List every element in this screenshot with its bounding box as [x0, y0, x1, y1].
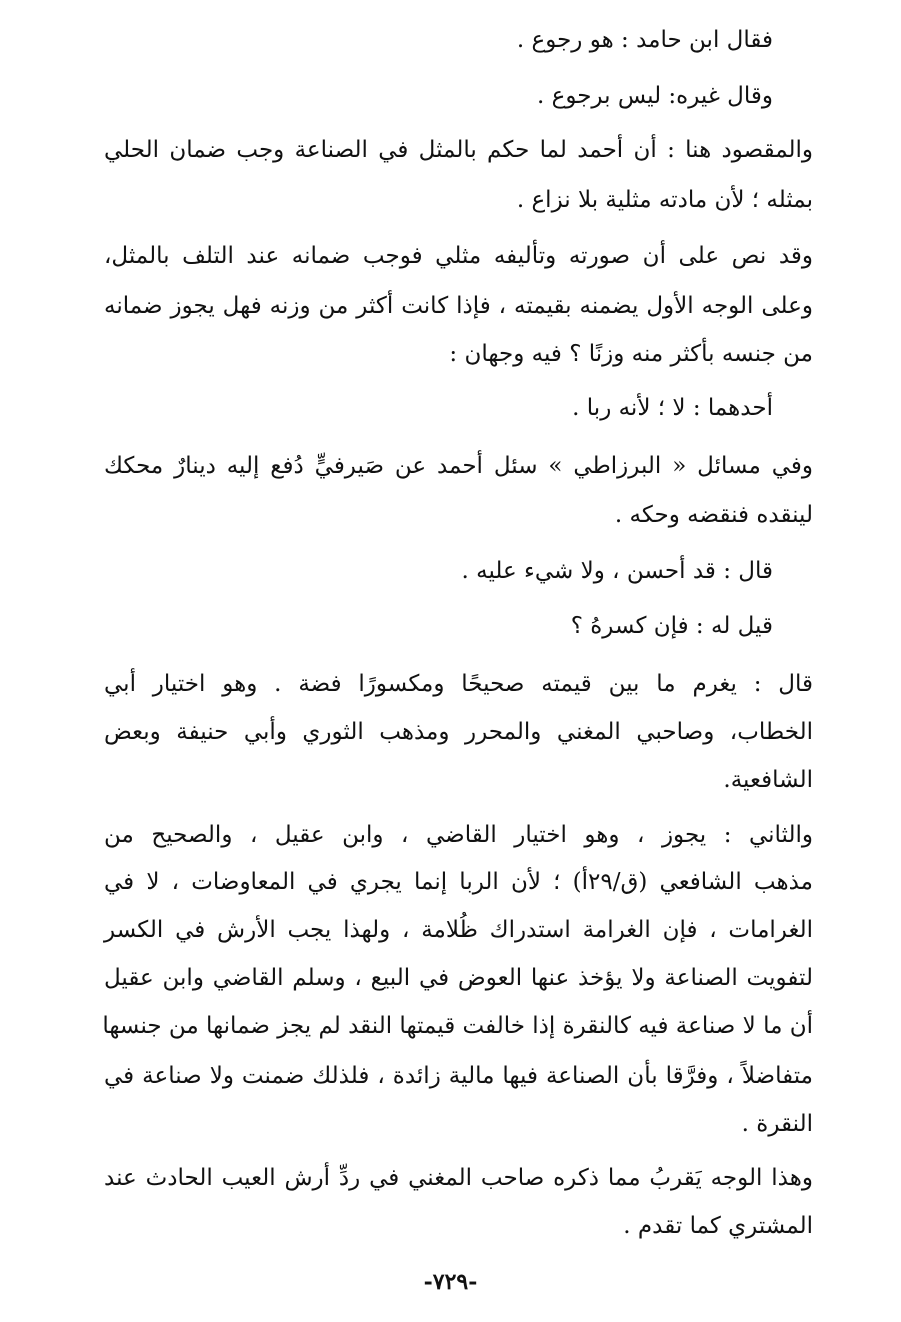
text-line: قال : يغرم ما بين قيمته صحيحًا ومكسورًا فضة . وهو اختيار أبي: [104, 671, 813, 697]
text-line: فقال ابن حامد : هو رجوع .: [516, 27, 773, 53]
text-line: لينقده فنقضه وحكه .: [614, 502, 813, 528]
text-line: بمثله ؛ لأن مادته مثلية بلا نزاع .: [516, 187, 813, 213]
text-line: وفي مسائل « البرزاطي » سئل أحمد عن صَيرفيٍّ دُفع إليه دينارٌ محكك: [104, 453, 813, 479]
text-line: قيل له : فإن كسرهُ ؟: [570, 613, 773, 639]
page-number: -٧٢٩-: [423, 1269, 478, 1295]
text-line: قال : قد أحسن ، ولا شيء عليه .: [461, 558, 773, 584]
text-line: من جنسه بأكثر منه وزنًا ؟ فيه وجهان :: [449, 341, 813, 367]
text-line: أن ما لا صناعة فيه كالنقرة إذا خالفت قيمتها النقد لم يجز ضمانها من جنسها: [102, 1013, 813, 1039]
text-line: مذهب الشافعي (ق/٢٩أ) ؛ لأن الربا إنما يجري في المعاوضات ، لا في: [104, 869, 813, 895]
text-line: متفاضلاً ، وفرَّقا بأن الصناعة فيها مالية زائدة ، فلذلك ضمنت ولا صناعة في: [104, 1063, 813, 1089]
text-line: أحدهما : لا ؛ لأنه ربا .: [572, 395, 773, 421]
text-line: وقد نص على أن صورته وتأليفه مثلي فوجب ضمانه عند التلف بالمثل،: [104, 243, 813, 269]
text-line: والثاني : يجوز ، وهو اختيار القاضي ، وابن عقيل ، والصحيح من: [104, 822, 813, 848]
text-line: لتفويت الصناعة ولا يؤخذ عنها العوض في البيع ، وسلم القاضي وابن عقيل: [104, 965, 813, 991]
text-line: وهذا الوجه يَقربُ مما ذكره صاحب المغني في ردِّ أرش العيب الحادث عند: [104, 1165, 813, 1191]
text-line: النقرة .: [741, 1111, 813, 1137]
text-line: وعلى الوجه الأول يضمنه بقيمته ، فإذا كانت أكثر من وزنه فهل يجوز ضمانه: [104, 293, 813, 319]
text-line: الغرامات ، فإن الغرامة استدراك ظُلامة ، ولهذا يجب الأرش في الكسر: [104, 917, 813, 943]
text-line: وقال غيره: ليس برجوع .: [536, 83, 773, 109]
text-line: الشافعية.: [723, 767, 813, 793]
text-line: المشتري كما تقدم .: [623, 1213, 813, 1239]
text-line: الخطاب، وصاحبي المغني والمحرر ومذهب الثوري وأبي حنيفة وبعض: [104, 719, 813, 745]
text-line: والمقصود هنا : أن أحمد لما حكم بالمثل في الصناعة وجب ضمان الحلي: [104, 137, 813, 163]
